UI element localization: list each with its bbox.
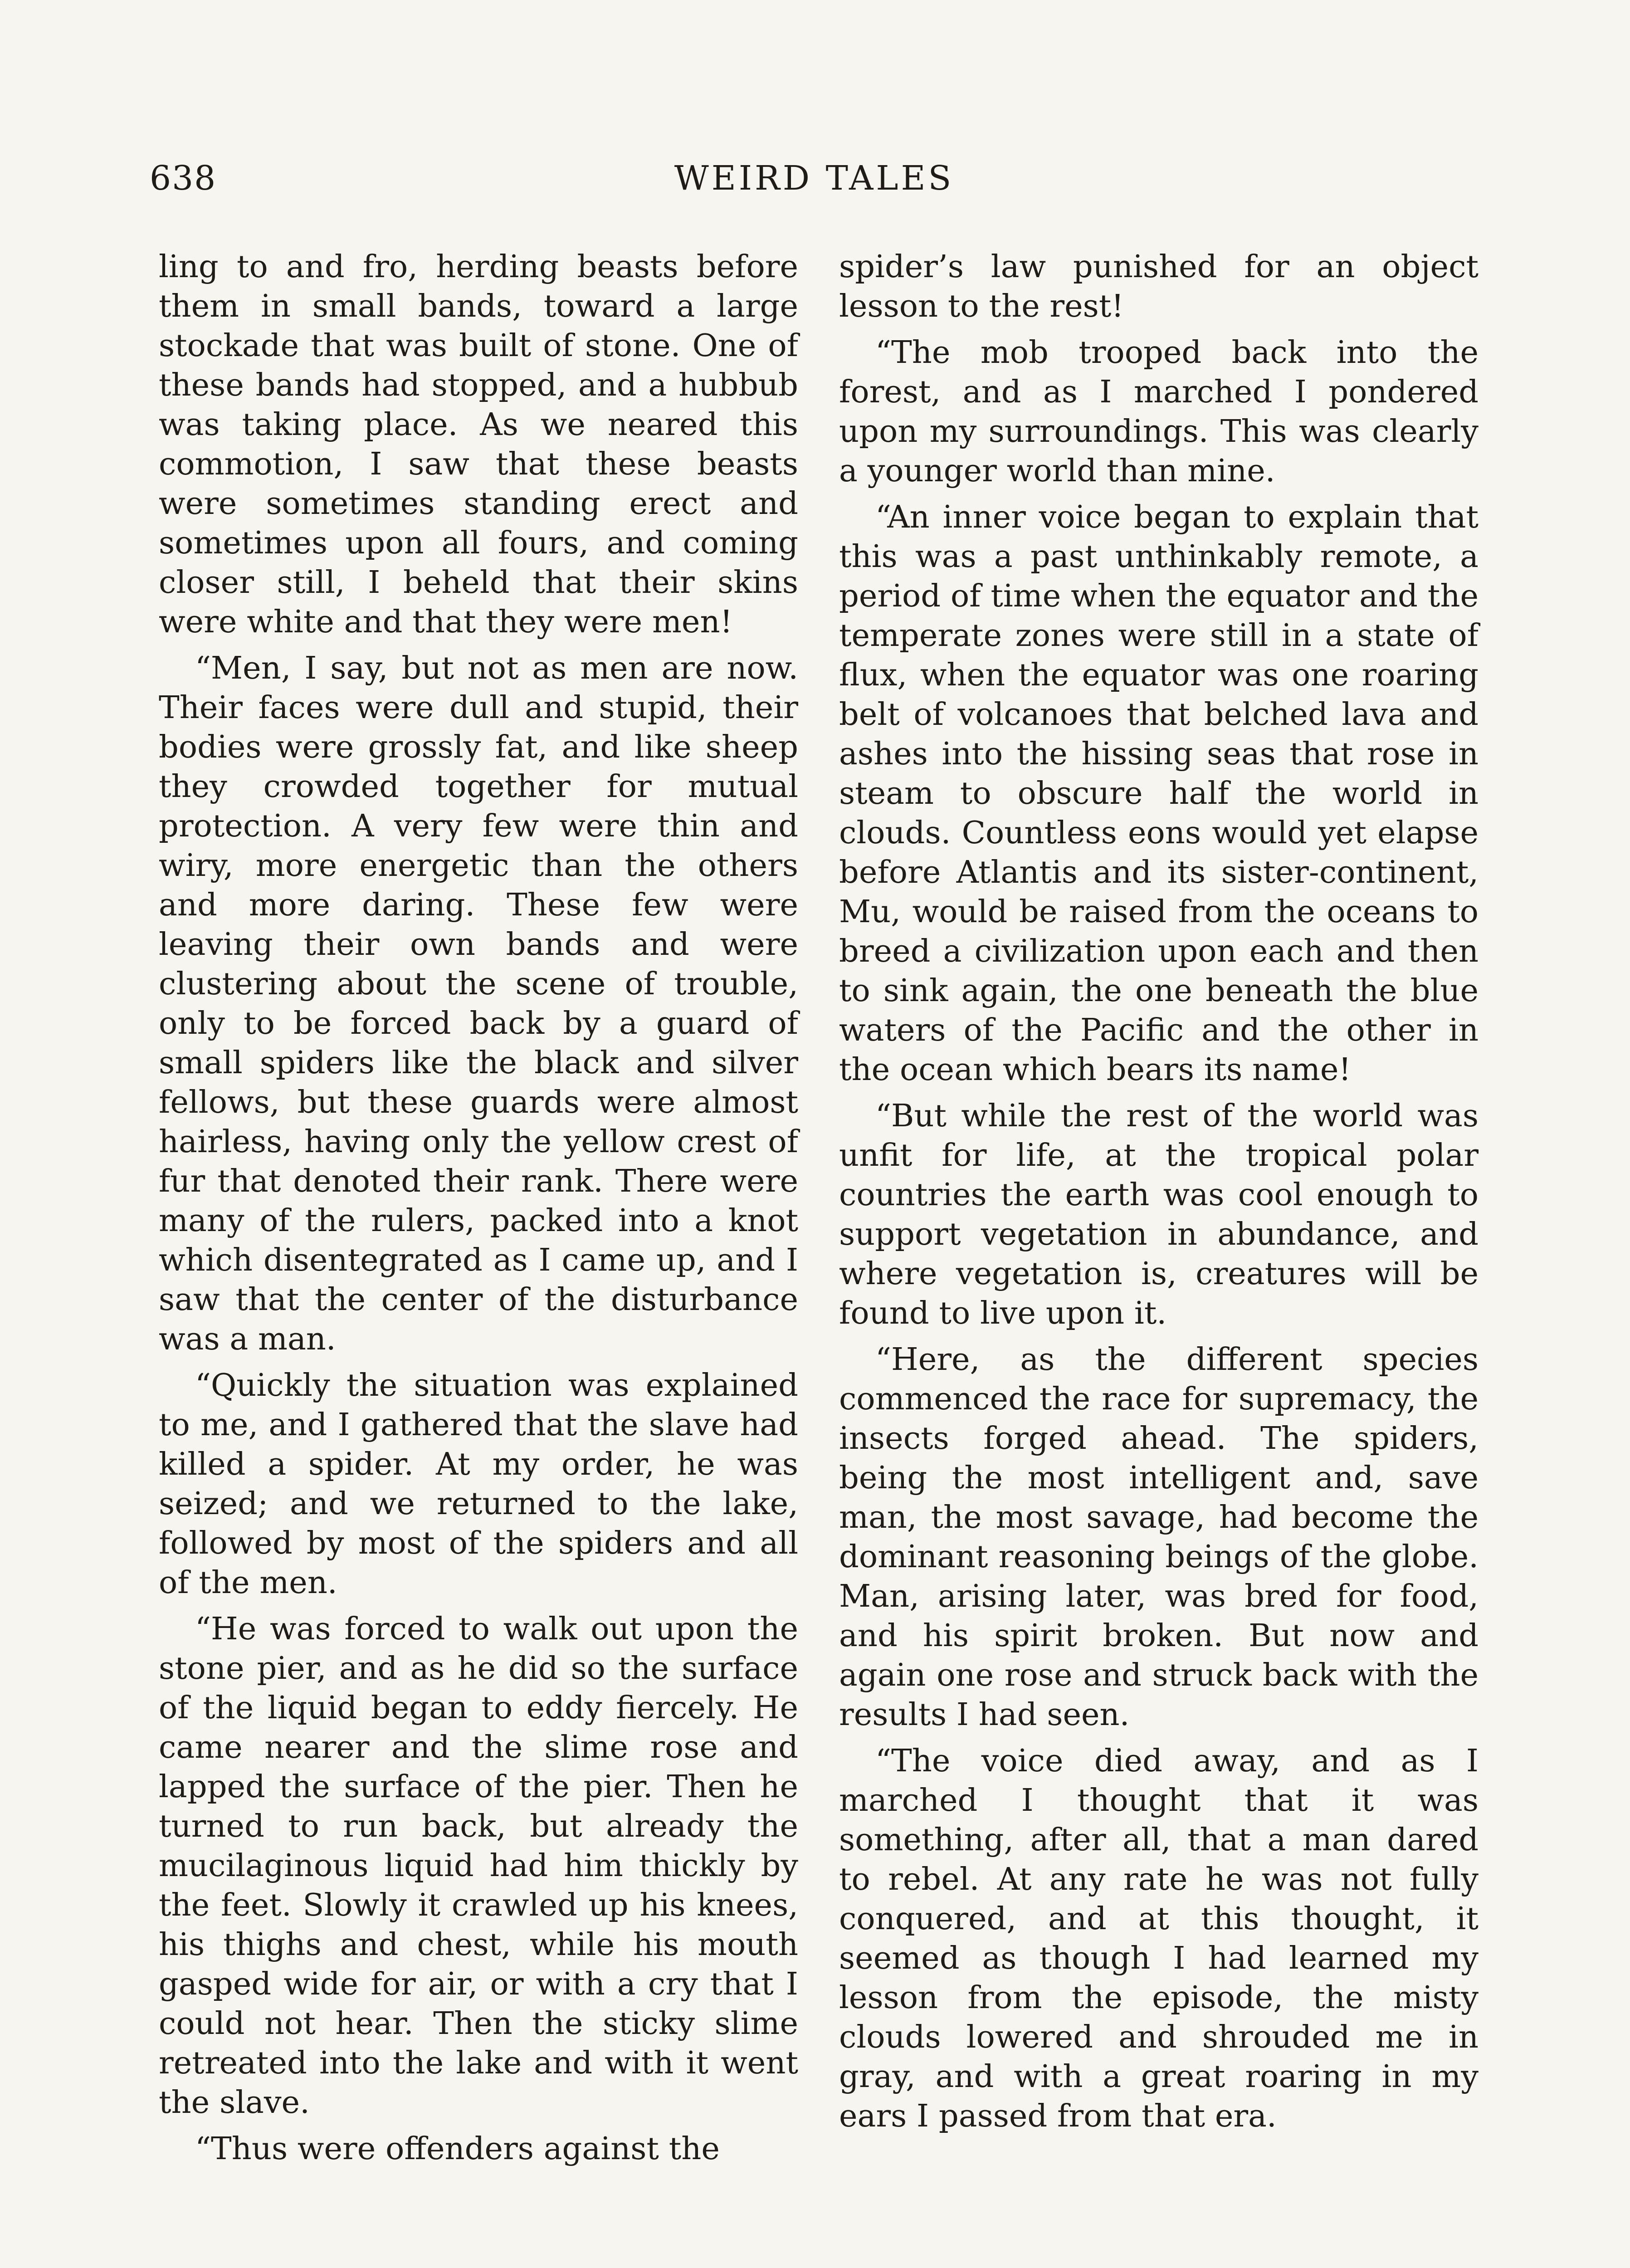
paragraph: “Quickly the situation was explained to me, and I gathered that the slave had killed a spider. At my order, he was seized; and we returned to the lake, followed by most of the spiders and all of the men. — [159, 1367, 798, 1601]
paragraph: “Here, as the different species commenced the race for supremacy, the insects forged ahead. The spiders, being the most intelligent and, save man, the most savage, had become the dominant reasoning beings of the globe. Man, arising later, was bred for food, and his spirit broken. But now and again one rose and struck back with the results I had seen. — [839, 1341, 1479, 1733]
paragraph: “Thus were offenders against the — [195, 2131, 720, 2167]
paragraph: “He was forced to walk out upon the stone pier, and as he did so the surface of the liquid began to eddy fiercely. He came nearer and the slime rose and lapped the surface of the pier. Then he turned to run back, but already the mucilaginous liquid had him thickly by the feet. Slowly it crawled up his knees, his thighs and chest, while his mouth gasped wide for air, or with a cry that I could not hear. Then the sticky slime retreated into the lake and with it went the slave. — [159, 1611, 798, 2121]
paragraph: “The mob trooped back into the forest, and as I marched I pondered upon my surroundings. This was clearly a younger world than mine. — [839, 334, 1479, 489]
left-column — [159, 247, 798, 2175]
paragraph: “An inner voice began to explain that this was a past unthinkably remote, a period of time when the equator and the temperate zones were still in a state of flux, when the equator was one roaring belt of volcanoes that belched lava and ashes into the hissing seas that rose in steam to obscure half the world in clouds. Countless eons would yet elapse before Atlantis and its sister-continent, Mu, would be raised from the oceans to breed a civilization upon each and then to sink again, the one beneath the blue waters of the Pacific and the other in the ocean which bears its name! — [839, 499, 1479, 1088]
paragraph: “The voice died away, and as I marched I thought that it was something, after all, that a man dared to rebel. At any rate he was not fully conquered, and at this thought, it seemed as though I had learned my lesson from the episode, the misty clouds lowered and shrouded me in gray, and with a great roaring in my ears I passed from that era. — [839, 1743, 1479, 2134]
paragraph: ling to and fro, herding beasts before them in small bands, toward a large stockade that was built of stone. One of these bands had stopped, and a hubbub was taking place. As we neared this commotion, I saw that these beasts were sometimes standing erect and sometimes upon all fours, and coming closer still, I beheld that their skins were white and that they were men! — [159, 249, 798, 640]
page-number: 638 — [150, 159, 217, 198]
paragraph: “Men, I say, but not as men are now. Their faces were dull and stupid, their bodies were grossly fat, and like sheep they crowded together for mutual protection. A very few were thin and wiry, more energetic than the others and more daring. These few were leaving their own bands and were clustering about the scene of trouble, only to be forced back by a guard of small spiders like the black and silver fellows, but these guards were almost hairless, having only the yellow crest of fur that denoted their rank. There were many of the rulers, packed into a knot which disentegrated as I came up, and I saw that the center of the disturbance was a man. — [159, 650, 798, 1357]
magazine-title: WEIRD TALES — [674, 159, 954, 198]
paragraph: “But while the rest of the world was unfit for life, at the tropical polar countries the earth was cool enough to support vegetation in abundance, and where vegetation is, creatures will be found to live upon it. — [839, 1098, 1479, 1331]
page-header — [150, 159, 1479, 209]
right-column — [839, 247, 1479, 2143]
paragraph: spider’s law punished for an object lesson to the rest! — [839, 249, 1479, 324]
